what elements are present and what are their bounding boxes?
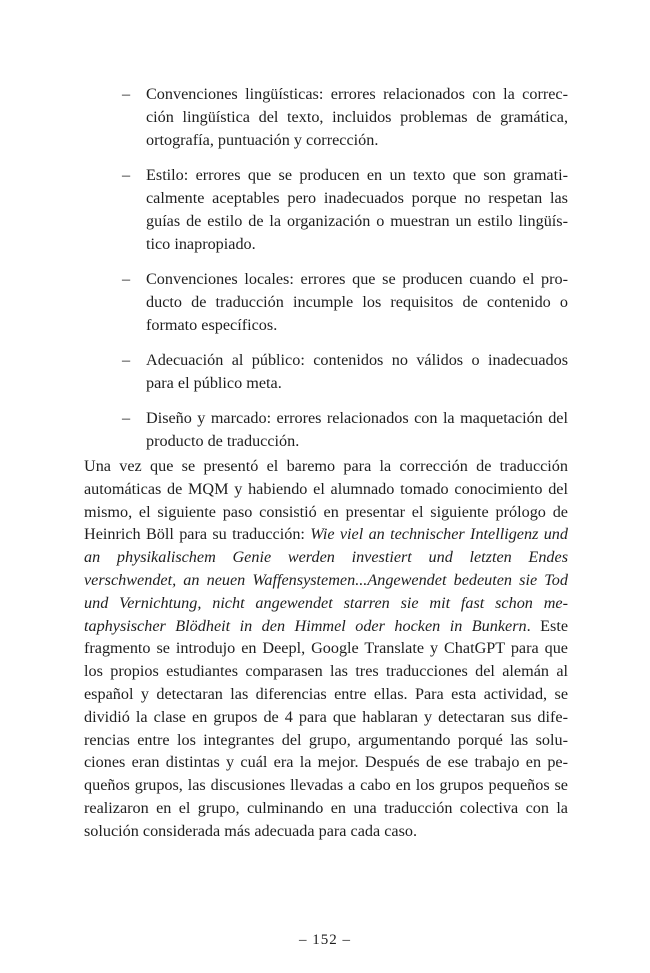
list-item-text: Estilo: errores que se producen en un texto que son gramati-calmente aceptables pero inadecuados porque no respetan las guías de estilo de la organización o muestran un estilo lingüís-tico inapropiado. <box>146 166 568 253</box>
list-item <box>122 407 568 453</box>
list-item <box>122 164 568 256</box>
boll-quote: Wie viel an technischer Intelligenz und an physikalischem Genie werden investiert und letzten Endes verschwendet, an neuen Waffensystemen...Angewendet bedeuten sie Tod und Vernichtung, nicht angewendet starren sie mit fast schon me-taphysischer Blödheit in den Himmel oder hocken in Bunkern <box>84 525 568 635</box>
paragraph-continuation: . Este fragmento se introdujo en Deepl, Google Translate y ChatGPT para que los propios estudiantes comparasen las tres traducciones del alemán al español y detectaran las diferencias entre ellas. Para esta actividad, se dividió la clase en grupos de 4 para que hablaran y detectaran sus dife-rencias entre los integrantes del grupo, argumentando porqué las solu-ciones eran distintas y cuál era la mejor. Después de ese trabajo en pe-queños grupos, las discusiones llevadas a cabo en los grupos pequeños se realizaron en el grupo, culminando en una traducción colectiva con la solución considerada más adecuada para cada caso. <box>84 616 568 840</box>
list-item-text: Convenciones locales: errores que se producen cuando el pro-ducto de traducción incumple los requisitos de contenido o formato específicos. <box>146 270 568 334</box>
list-item-text: Diseño y marcado: errores relacionados con la maquetación del producto de traducción. <box>146 409 568 450</box>
list-item-text: Convenciones lingüísticas: errores relacionados con la correc-ción lingüística del texto, incluidos problemas de gramática, ortografía, puntuación y corrección. <box>146 85 568 149</box>
page-number: – 152 – <box>299 932 351 948</box>
list-dash: – <box>122 166 131 184</box>
list-item-text: Adecuación al público: contenidos no válidos o inadecuados para el público meta. <box>146 351 568 392</box>
list-dash: – <box>122 85 131 103</box>
error-category-list <box>122 83 568 465</box>
list-dash: – <box>122 409 131 427</box>
list-dash: – <box>122 270 131 288</box>
list-item <box>122 83 568 152</box>
list-dash: – <box>122 351 131 369</box>
paragraph-intro: Una vez que se presentó el baremo para la corrección de traducción automáticas de MQM y habiendo el alumnado tomado conocimiento del mismo, el siguiente paso consistió en presentar el siguiente prólogo de Heinrich Böll para su traducción: <box>84 457 568 544</box>
list-item <box>122 349 568 395</box>
body-paragraph <box>84 455 568 843</box>
list-item <box>122 268 568 337</box>
